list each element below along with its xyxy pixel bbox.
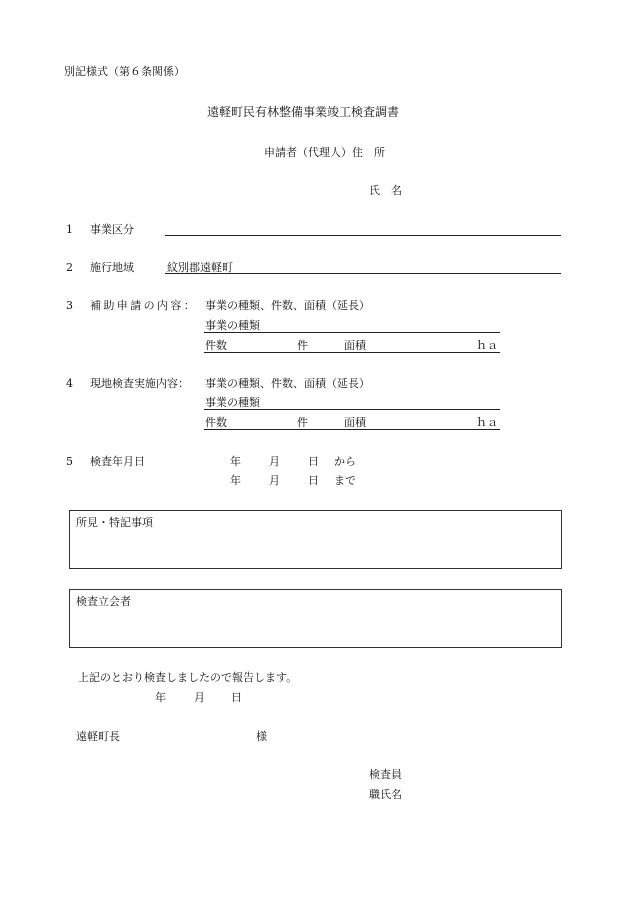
witness-label: 検査立会者	[76, 595, 131, 608]
from-month-label: 月	[269, 455, 280, 468]
inspector-title: 検査員	[369, 768, 402, 781]
report-month-label: 月	[194, 691, 205, 704]
item-3-count-label: 件数	[205, 339, 227, 352]
item-4-label: 現地検査実施内容：	[90, 377, 189, 390]
item-1-label: 事業区分	[90, 223, 134, 236]
item-4-type-label: 事業の種類	[205, 396, 260, 409]
item-5-label: 検査年月日	[90, 455, 145, 468]
form-reference: 別記様式（第６条関係）	[64, 65, 185, 78]
item-4-type-underline	[204, 409, 500, 410]
item-2-number: 2	[66, 261, 73, 274]
item-4-area-label: 面積	[344, 416, 366, 429]
to-day-label: 日	[308, 474, 319, 487]
remarks-box[interactable]	[69, 510, 562, 569]
report-year-label: 年	[155, 691, 166, 704]
item-3-area-label: 面積	[344, 339, 366, 352]
from-day-label: 日	[308, 455, 319, 468]
item-5-number: 5	[66, 455, 73, 468]
item-4-count-underline	[204, 429, 500, 430]
witness-box[interactable]	[69, 589, 562, 648]
item-3-count-unit: 件	[297, 339, 308, 352]
item-3-label: 補助申請の内容：	[90, 299, 198, 312]
inspector-position-name: 職氏名	[369, 788, 402, 801]
item-3-type-label: 事業の種類	[205, 319, 260, 332]
applicant-address-label: 申請者（代理人）住 所	[264, 146, 385, 159]
document-title: 遠軽町民有林整備事業竣工検査調書	[207, 105, 400, 119]
item-3-summary: 事業の種類、件数、面積（延長）	[205, 299, 370, 312]
item-4-count-unit: 件	[297, 416, 308, 429]
report-statement: 上記のとおり検査しましたので報告します。	[78, 671, 298, 684]
honorific: 様	[256, 730, 267, 743]
to-suffix: まで	[334, 474, 356, 487]
item-2-value: 紋別郡遠軽町	[167, 261, 233, 274]
report-day-label: 日	[231, 691, 242, 704]
mayor-label: 遠軽町長	[76, 730, 120, 743]
item-4-area-unit: ｈａ	[476, 416, 498, 429]
item-1-underline	[165, 235, 561, 236]
to-year-label: 年	[230, 474, 241, 487]
remarks-label: 所見・特記事項	[76, 516, 153, 529]
item-4-number: 4	[66, 377, 73, 390]
item-3-count-underline	[204, 352, 500, 353]
item-2-underline	[165, 273, 561, 274]
applicant-name-label: 氏 名	[369, 184, 402, 197]
item-3-type-underline	[204, 332, 500, 333]
item-4-count-label: 件数	[205, 416, 227, 429]
item-4-summary: 事業の種類、件数、面積（延長）	[205, 377, 370, 390]
item-1-number: 1	[66, 223, 73, 236]
item-3-area-unit: ｈａ	[476, 339, 498, 352]
to-month-label: 月	[269, 474, 280, 487]
from-year-label: 年	[230, 455, 241, 468]
item-2-label: 施行地域	[90, 261, 134, 274]
from-suffix: から	[334, 455, 356, 468]
item-3-number: 3	[66, 299, 73, 312]
